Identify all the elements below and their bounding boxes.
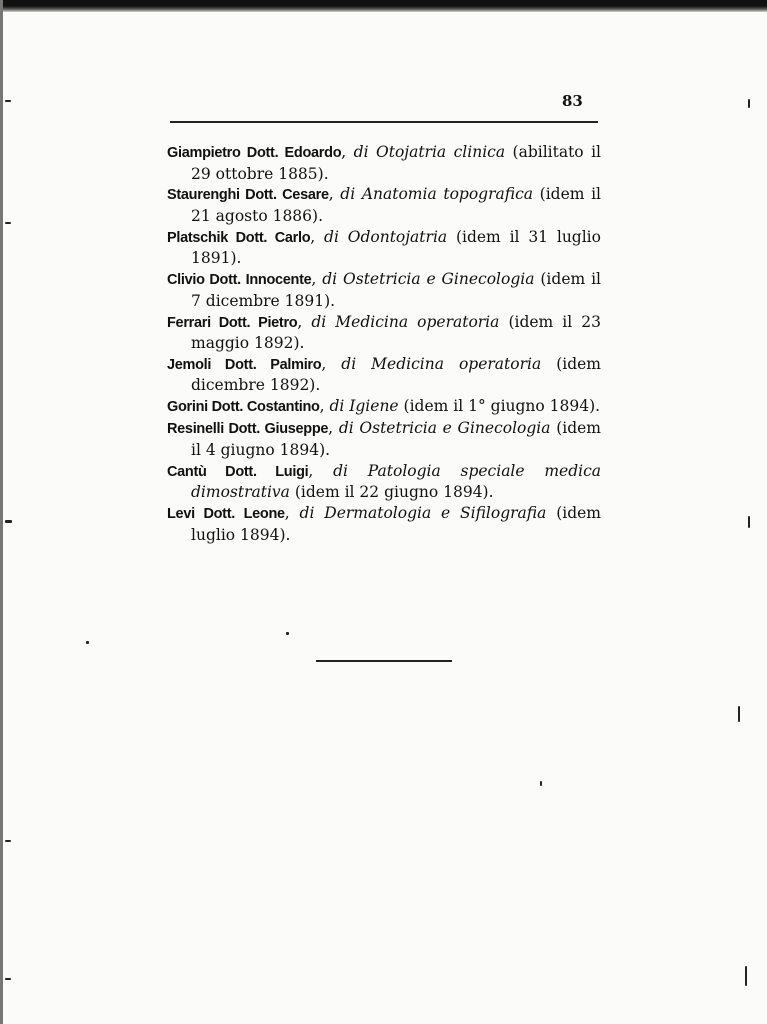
scan-left-edge [0,0,3,1024]
list-item [167,184,601,226]
entry-di: di [338,419,360,438]
entry-detail: (idem il 23 maggio 1892). [191,312,601,353]
entry-separator: , [328,419,339,438]
entry-subject: Anatomia topografica [361,185,533,204]
entry-name: Cantù Dott. Luigi [167,463,309,480]
entry-separator: , [321,354,342,373]
entry-separator: , [319,397,330,416]
ink-speck [748,99,750,108]
entry-separator: , [341,143,354,161]
entry-subject: Ostetricia e Ginecologia [343,270,535,289]
list-item [167,461,601,503]
ink-speck [540,781,542,786]
list-item [167,396,601,418]
entry-subject: Medicina operatoria [335,312,500,331]
entry-name: Ferrari Dott. Pietro [167,314,298,331]
ink-speck [748,516,750,528]
entry-subject: Igiene [349,397,399,416]
list-item [167,142,601,184]
entry-detail: (idem il 1° giugno 1894). [398,397,601,416]
list-item [167,227,601,269]
entry-name: Resinelli Dott. Giuseppe [167,421,329,438]
entry-name: Levi Dott. Leone [167,506,285,523]
entry-subject: Odontojatria [347,227,448,246]
entry-detail: (idem il 22 giugno 1894). [289,483,494,502]
entry-di: di [299,504,325,523]
ink-speck [745,966,747,986]
ink-speck [5,222,11,224]
list-item [167,418,601,460]
entry-name: Clivio Dott. Innocente [167,272,312,289]
entry-detail: (idem il 21 agosto 1886). [191,185,601,225]
ink-speck [5,978,11,980]
entry-separator: , [311,270,323,289]
entry-detail: (idem dicembre 1892). [191,354,601,395]
entry-di: di [340,185,362,204]
entry-name: Platschik Dott. Carlo [167,229,311,246]
ink-speck [86,641,89,644]
entry-di: di [329,397,350,416]
page-number: 83 [562,92,583,110]
closing-rule [316,660,452,662]
entry-subject: Otojatria clinica [376,143,506,161]
entry-separator: , [308,461,334,480]
entry-separator: , [310,227,325,246]
header-rule [170,121,598,123]
entry-di: di [353,143,377,161]
entry-subject: Dermatologia e Sifilografia [324,504,547,523]
entry-subject: Ostetricia e Ginecologia [359,419,551,438]
entry-di: di [333,461,368,480]
entry-name: Giampietro Dott. Edoardo [167,145,342,161]
entry-separator: , [284,504,300,523]
entry-detail: (idem il 7 dicembre 1891). [191,270,602,310]
ink-speck [738,706,740,722]
entry-subject: Medicina operatoria [371,354,542,373]
ink-speck [5,100,11,102]
entry-di: di [311,312,336,331]
entry-detail: (abilitato il 29 ottobre 1885). [191,143,602,183]
entry-detail: (idem il 31 luglio 1891). [191,227,601,268]
entry-di: di [324,227,348,246]
list-item [167,354,601,396]
lecturer-list [167,142,601,545]
entry-di: di [341,354,372,373]
entry-subject: Patologia speciale medica dimostrativa [191,461,602,502]
ink-speck [286,632,289,635]
ink-speck [5,520,12,523]
ink-speck [5,840,11,842]
list-item [167,269,601,311]
entry-name: Staurenghi Dott. Cesare [167,187,329,204]
entry-name: Gorini Dott. Costantino [167,399,320,416]
list-item [167,312,601,354]
entry-detail: (idem luglio 1894). [191,504,601,544]
entry-di: di [322,270,344,289]
list-item [167,503,601,545]
entry-separator: , [328,185,341,204]
entry-name: Jemoli Dott. Palmiro [167,356,322,373]
entry-detail: (idem il 4 giugno 1894). [191,419,601,459]
entry-separator: , [297,312,312,331]
scan-top-edge [0,0,767,12]
